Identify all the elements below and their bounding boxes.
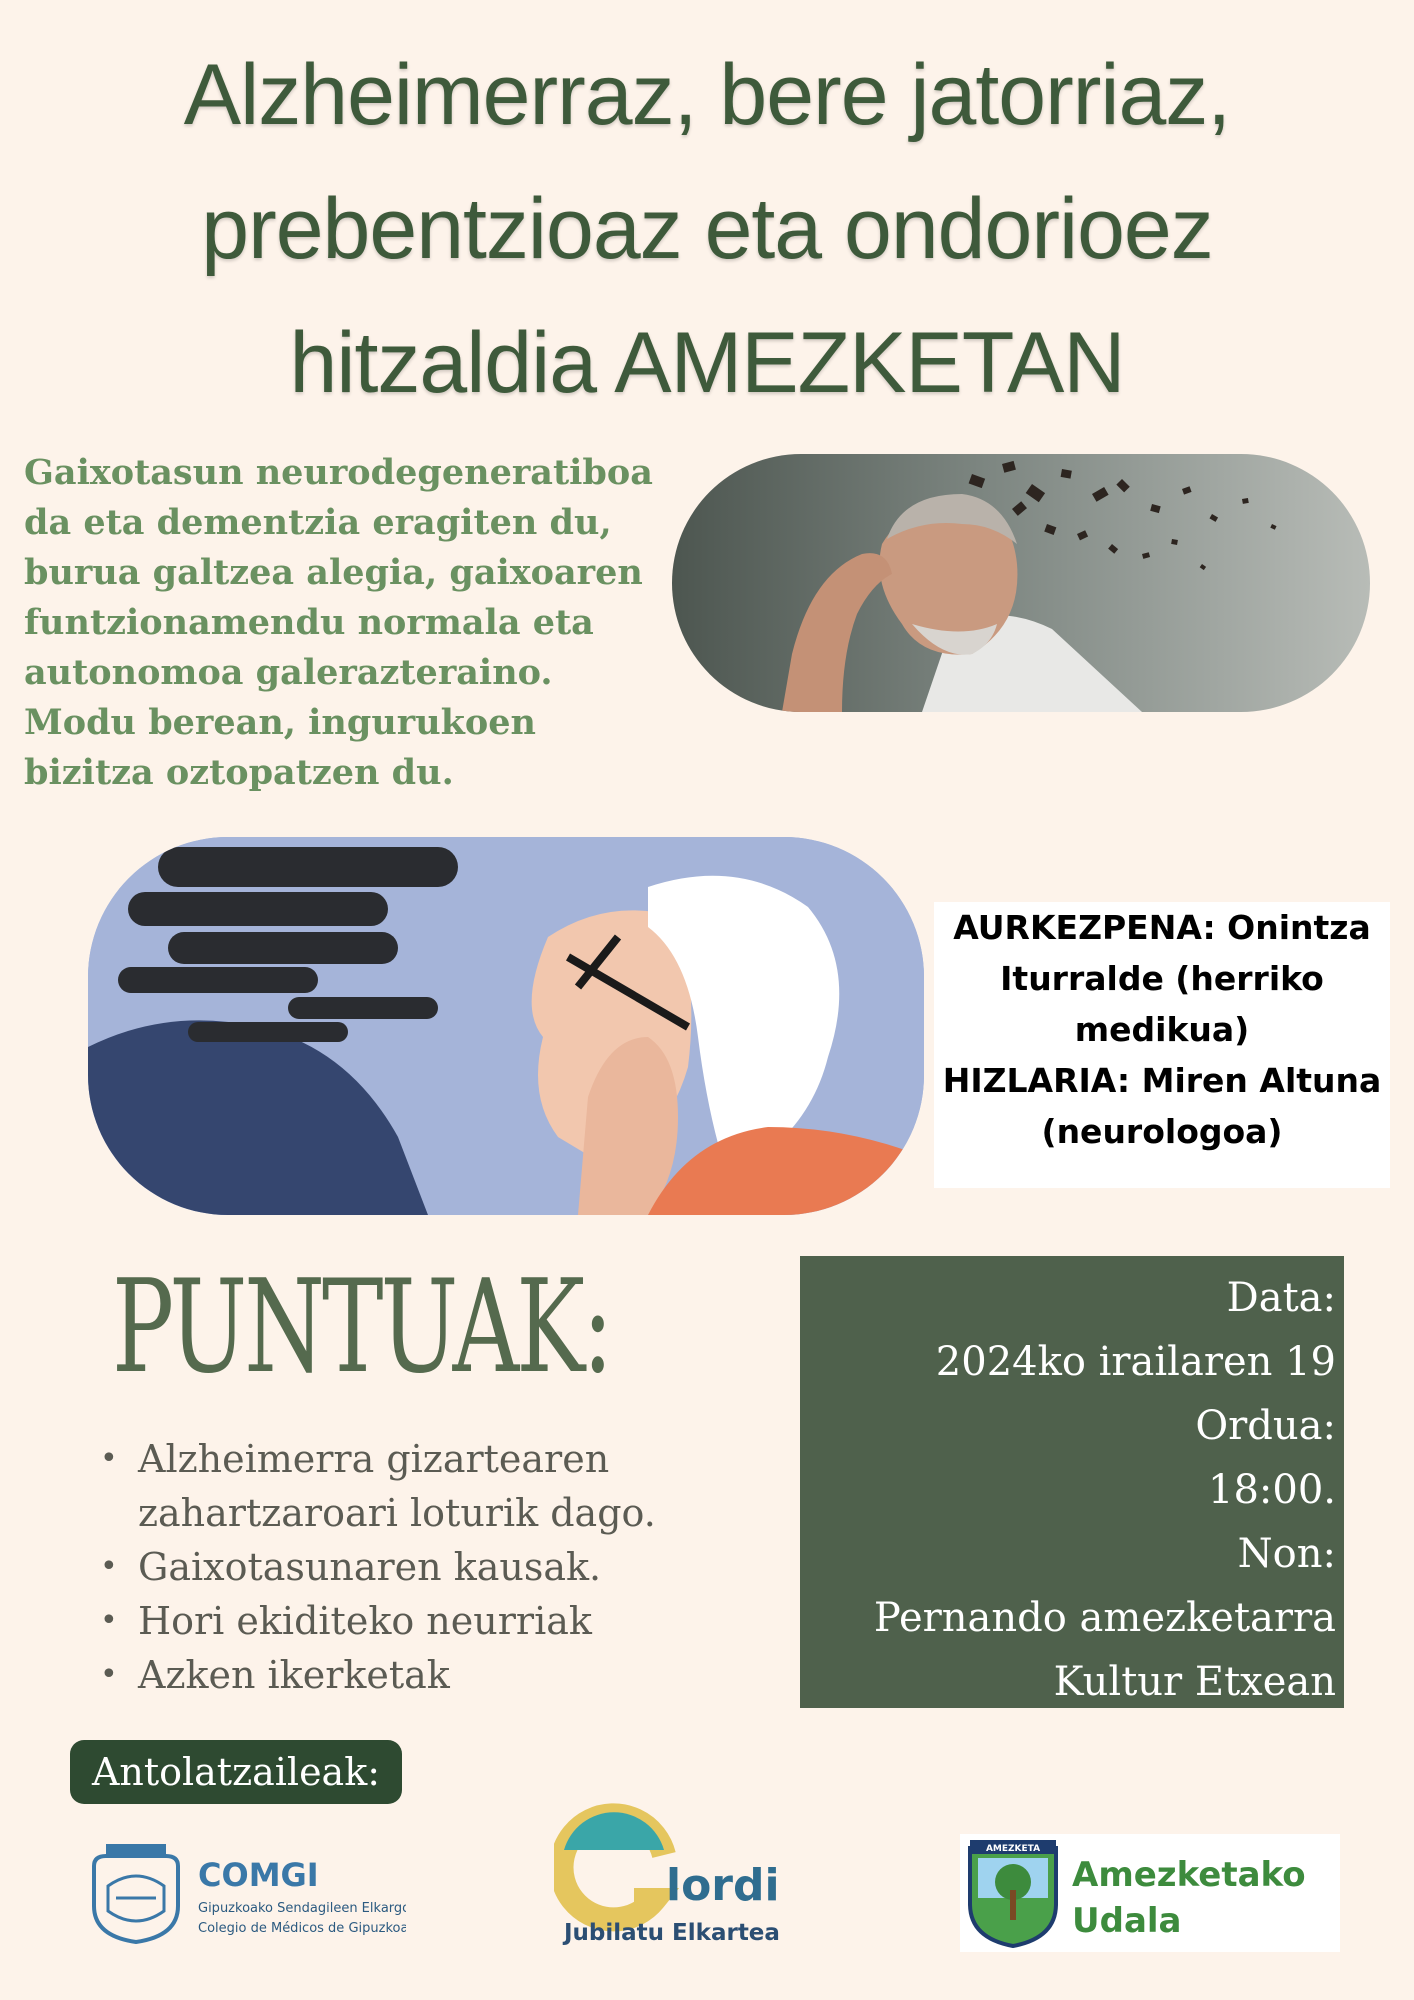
list-item: • Hori ekiditeko neurriak: [100, 1594, 700, 1648]
event-line: Pernando amezketarra: [873, 1595, 1336, 1641]
udala-banner: AMEZKETA: [985, 1844, 1041, 1854]
woman-illustration: [88, 837, 924, 1215]
event-line: 2024ko irailaren 19: [935, 1339, 1336, 1385]
event-line: Ordua:: [1195, 1403, 1336, 1449]
list-item: • Alzheimerra gizartearen zahartzaroari loturik dago.: [100, 1432, 700, 1540]
organizers-label: Antolatzaileak:: [70, 1740, 402, 1804]
elordi-subtitle: Jubilatu Elkartea: [564, 1920, 780, 1946]
amezketa-udala-logo: [960, 1834, 1340, 1952]
speakers-line: HIZLARIA: Miren Altuna: [942, 1061, 1382, 1100]
intro-line: autonomoa galerazteraino.: [24, 652, 553, 693]
intro-paragraph: [24, 448, 664, 798]
comgi-crest-icon: [86, 1836, 406, 1946]
comgi-line2: Colegio de Médicos de Gipuzkoa: [198, 1921, 406, 1936]
points-list: [100, 1432, 700, 1702]
event-line: Kultur Etxean: [1053, 1659, 1336, 1705]
intro-line: Gaixotasun neurodegeneratiboa: [24, 452, 653, 493]
man-illustration: [672, 454, 1370, 712]
comgi-logo: [86, 1836, 406, 1946]
speakers-line: medikua): [1074, 1010, 1250, 1049]
intro-line: burua galtzea alegia, gaixoaren: [24, 552, 643, 593]
intro-line: da eta dementzia eragiten du,: [24, 502, 612, 543]
speakers-line: Iturralde (herriko: [1000, 959, 1324, 998]
speakers-line: AURKEZPENA: Onintza: [953, 908, 1371, 947]
event-line: Non:: [1237, 1531, 1336, 1577]
udala-line1: Amezketako: [1072, 1855, 1306, 1895]
speakers-box: [934, 902, 1390, 1188]
event-line: Data:: [1226, 1275, 1336, 1321]
speakers-line: (neurologoa): [1041, 1112, 1283, 1151]
list-item: • Azken ikerketak: [100, 1648, 700, 1702]
amezketa-shield-icon: [960, 1834, 1340, 1952]
intro-line: bizitza oztopatzen du.: [24, 752, 454, 793]
title-line-3: hitzaldia AMEZKETAN: [289, 315, 1125, 411]
points-heading: PUNTUAK:: [112, 1253, 611, 1402]
event-line: 18:00.: [1208, 1467, 1336, 1513]
event-details-box: [800, 1256, 1344, 1708]
list-item: • Gaixotasunaren kausak.: [100, 1540, 700, 1594]
comgi-line1: Gipuzkoako Sendagileen Elkargoa: [198, 1901, 406, 1916]
elordi-name: lordi: [666, 1860, 780, 1911]
intro-line: Modu berean, ingurukoen: [24, 702, 536, 743]
title-line-2: prebentzioaz eta ondorioez: [201, 181, 1213, 277]
udala-line2: Udala: [1072, 1901, 1182, 1941]
intro-line: funtzionamendu normala eta: [24, 602, 594, 643]
illustration-elderly-woman: [88, 837, 924, 1215]
photo-man-dissolving-head: [672, 454, 1370, 712]
elordi-e-icon: [554, 1800, 794, 1950]
comgi-name: COMGI: [198, 1856, 319, 1894]
elordi-logo: [554, 1800, 794, 1950]
poster-title: [0, 28, 1414, 430]
title-line-1: Alzheimerraz, bere jatorriaz,: [183, 47, 1231, 143]
